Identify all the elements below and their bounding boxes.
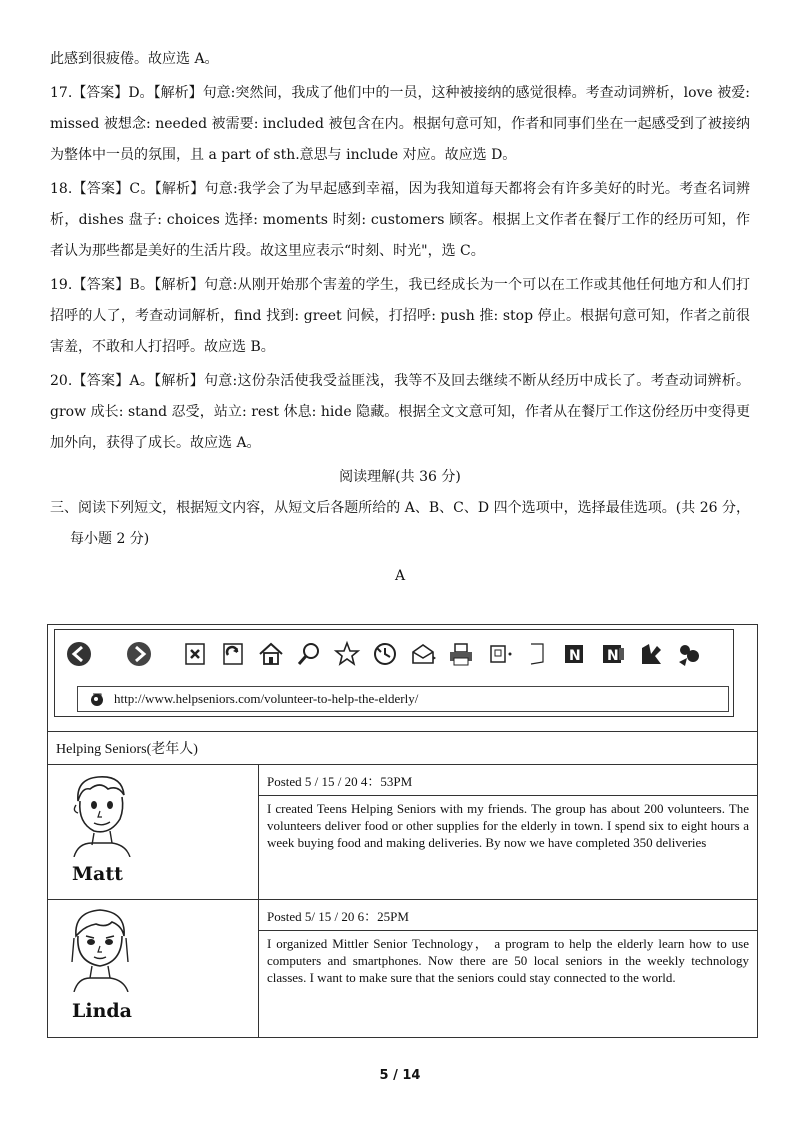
answer-19: 19.【答案】B。【解析】句意:从刚开始那个害羞的学生，我已经成长为一个可以在工作或其他任何地方和人们打招呼的人了，考查动词解析，find 找到: greet 问候，打招呼: push 推: stop 停止。根据句意可知，作者之前很害羞，不敢和人打招呼。故应选 B。	[50, 277, 750, 355]
section-heading: Helping Seniors(老年人)	[48, 732, 757, 765]
post-text: I created Teens Helping Seniors with my friends. The group has about 200 volunteers. The volunteers deliver food or other supplies for the elderly in town. I spend six to eight hours a week buying food and making deliveries. By now we have completed 350 deliveries	[267, 801, 749, 850]
post-text: I organized Mittler Senior Technology， a program to help the elderly learn how to use computers and smartphones. Now there are 50 local seniors in the weekly technology classes. I want to make sure that the seniors could stay connected to the world.	[267, 936, 749, 985]
home-icon[interactable]	[255, 638, 287, 670]
post-time: Posted 5/ 15 / 20 6：25PM	[259, 900, 757, 931]
section-title: 阅读理解(共 36 分)	[339, 469, 461, 485]
avatar-linda	[66, 906, 134, 992]
search-icon[interactable]	[293, 638, 325, 670]
refresh-icon[interactable]	[217, 638, 249, 670]
post-avatar-cell	[48, 900, 259, 1038]
post-content	[259, 765, 757, 899]
svg-text:N: N	[607, 648, 619, 664]
forward-icon[interactable]	[123, 638, 155, 670]
answer-16-tail: 此感到很疲倦。故应选 A。	[50, 51, 219, 67]
browser-window	[48, 625, 757, 732]
passage-label: A	[394, 568, 406, 584]
url-text: http://www.helpseniors.com/volunteer-to-help-the-elderly/	[114, 691, 419, 706]
stop-icon[interactable]	[179, 638, 211, 670]
answer-20: 20.【答案】A。【解析】句意:这份杂活使我受益匪浅，我等不及回去继续不断从经历中成长了。考查动词辨析。grow 成长: stand 忍受，站立: rest 休息: hide 隐藏。根据全文文意可知，作者从在餐厅工作这份经历中变得更加外向，获得了成长。故应选 A。	[50, 373, 750, 451]
page-number: 5 / 14	[379, 1068, 421, 1083]
post-row-matt	[48, 765, 757, 900]
extra-icon[interactable]	[673, 638, 705, 670]
post-avatar-cell	[48, 765, 259, 899]
name-linda: Linda	[72, 1000, 132, 1022]
name-matt: Matt	[72, 863, 123, 885]
browser-frame	[54, 629, 734, 717]
answer-17: 17.【答案】D。【解析】句意:突然间，我成了他们中的一员，这种被接纳的感觉很棒。考查动词辨析，love 被爱: missed 被想念: needed 被需要: included 被包含在内。根据句意可知，作者和同事们坐在一起感受到了被接纳为整体中一员的氛围，且 a part of sth.意思与 include 对应。故应选 D。	[50, 85, 750, 163]
discuss-icon[interactable]	[521, 638, 553, 670]
tools-icon[interactable]	[635, 638, 667, 670]
post-row-linda	[48, 900, 757, 1038]
edit-icon[interactable]	[483, 638, 515, 670]
document-body	[50, 44, 750, 598]
mail-icon[interactable]	[407, 638, 439, 670]
research-icon[interactable]	[597, 638, 629, 670]
print-icon[interactable]	[445, 638, 477, 670]
post-content	[259, 900, 757, 1038]
svg-text:N: N	[569, 648, 581, 664]
reading-instruction: 三、阅读下列短文，根据短文内容，从短文后各题所给的 A、B、C、D 四个选项中，选择最佳选项。(共 26 分，每小题 2 分)	[50, 500, 750, 547]
answer-18: 18.【答案】C。【解析】句意:我学会了为早起感到幸福，因为我知道每天都将会有许多美好的时光。考查名词辨析，dishes 盘子: choices 选择: moments 时刻: customers 顾客。根据上文作者在餐厅工作的经历可知，作者认为那些都是美好的生活片段。故这里应表示“时刻、时光"，选 C。	[50, 181, 750, 259]
post-time: Posted 5 / 15 / 20 4：53PM	[259, 765, 757, 796]
avatar-matt	[64, 771, 136, 857]
back-icon[interactable]	[63, 638, 95, 670]
browser-toolbar	[55, 630, 733, 678]
page-icon	[88, 690, 106, 708]
passage-table	[47, 624, 758, 1038]
address-bar[interactable]	[77, 686, 729, 712]
favorites-icon[interactable]	[331, 638, 363, 670]
messenger-icon[interactable]	[559, 638, 591, 670]
history-icon[interactable]	[369, 638, 401, 670]
